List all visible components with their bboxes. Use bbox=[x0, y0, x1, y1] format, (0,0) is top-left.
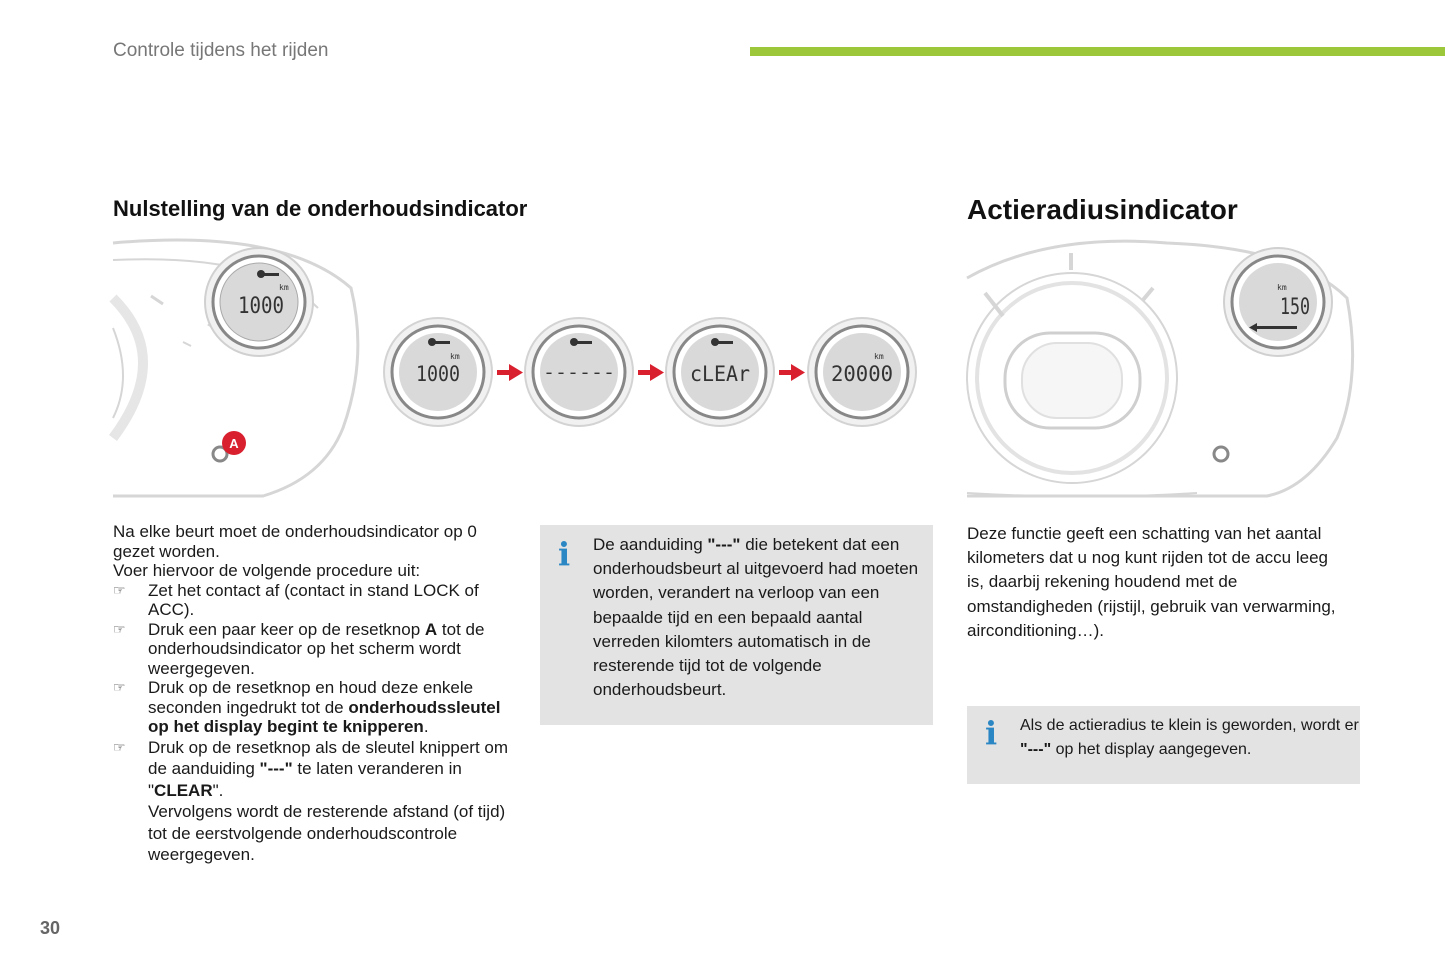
instrument-cluster-illustration bbox=[113, 238, 363, 500]
pointing-hand-icon: ☞ bbox=[113, 679, 126, 695]
pointing-hand-icon: ☞ bbox=[113, 620, 126, 637]
display-1-value: 1000 bbox=[416, 362, 460, 386]
step-1: ☞ Zet het contact af (contact in stand LOCK of ACC). bbox=[113, 580, 479, 619]
display-step-3 bbox=[666, 318, 774, 426]
display-2-value: ------ bbox=[543, 362, 615, 383]
intro-1: Na elke beurt moet de onderhoudsindicator op 0 gezet worden. bbox=[113, 522, 477, 561]
display-step-1 bbox=[384, 318, 492, 426]
section-accent-bar bbox=[750, 47, 1445, 56]
section-title: Controle tijdens het rijden bbox=[113, 40, 329, 61]
display-4-value: 20000 bbox=[831, 362, 893, 386]
reset-procedure bbox=[113, 522, 513, 866]
step-4-result: Vervolgens wordt de resterende afstand (of tijd) tot de eerstvolgende onderhoudscontrole weergegeven. bbox=[148, 802, 506, 864]
info-icon: i bbox=[985, 714, 998, 752]
range-display-value: 150 bbox=[1280, 295, 1310, 320]
range-cluster-illustration bbox=[967, 238, 1359, 500]
info-box-low-range: i Als de actieradius te klein is geworden, wordt er "---" op het display aangegeven. bbox=[967, 706, 1360, 784]
arrow-3 bbox=[779, 364, 805, 381]
display-1-unit: km bbox=[450, 352, 460, 361]
display-sequence bbox=[380, 315, 925, 430]
info-icon: i bbox=[558, 535, 571, 573]
step-3: ☞ Druk op de resetknop en houd deze enkele seconden ingedrukt tot de onderhoudssleutel op het display begint te knipperen. bbox=[113, 678, 501, 736]
intro-2: Voer hiervoor de volgende procedure uit: bbox=[113, 561, 421, 580]
pointing-hand-icon: ☞ bbox=[113, 738, 126, 755]
pointing-hand-icon: ☞ bbox=[113, 581, 126, 598]
range-description: Deze functie geeft een schatting van het aantal kilometers dat u nog kunt rijden tot de accu leeg is, daarbij rekening houdend met de omstandigheden (rijstijl, gebruik van verwarming, airconditioning…). bbox=[967, 524, 1336, 640]
display-4-unit: km bbox=[874, 352, 884, 361]
arrow-2 bbox=[638, 364, 664, 381]
reset-button-label: A bbox=[229, 436, 239, 451]
range-heading: Actieradiusindicator bbox=[967, 194, 1238, 225]
step-4: ☞ Druk op de resetknop als de sleutel knippert om de aanduiding "---" te laten veranderen in "CLEAR". Vervolgens wordt de resterende afstand (of tijd) tot de eerstvolgende onderhoudscontrole weergegeven. bbox=[113, 737, 509, 864]
range-unit-label: km bbox=[1277, 283, 1287, 292]
arrow-1 bbox=[497, 364, 523, 381]
step-2: ☞ Druk een paar keer op de resetknop A tot de onderhoudsindicator op het scherm wordt weergegeven. bbox=[113, 619, 485, 678]
reset-heading: Nulstelling van de onderhoudsindicator bbox=[113, 196, 528, 221]
cluster-display-value: 1000 bbox=[238, 294, 284, 319]
page-number: 30 bbox=[40, 918, 61, 938]
unit-label: km bbox=[279, 283, 289, 292]
display-3-value: cLEAr bbox=[690, 362, 750, 386]
display-step-2 bbox=[525, 318, 633, 426]
display-step-4 bbox=[808, 318, 916, 426]
info-box-overdue: i De aanduiding "---" die betekent dat een onderhoudsbeurt al uitgevoerd had moeten worden, verandert na verloop van een bepaalde tijd en een bepaald aantal verreden kilomters automatisch in de resterende tijd tot de volgende onderhoudsbeurt. bbox=[540, 525, 933, 725]
